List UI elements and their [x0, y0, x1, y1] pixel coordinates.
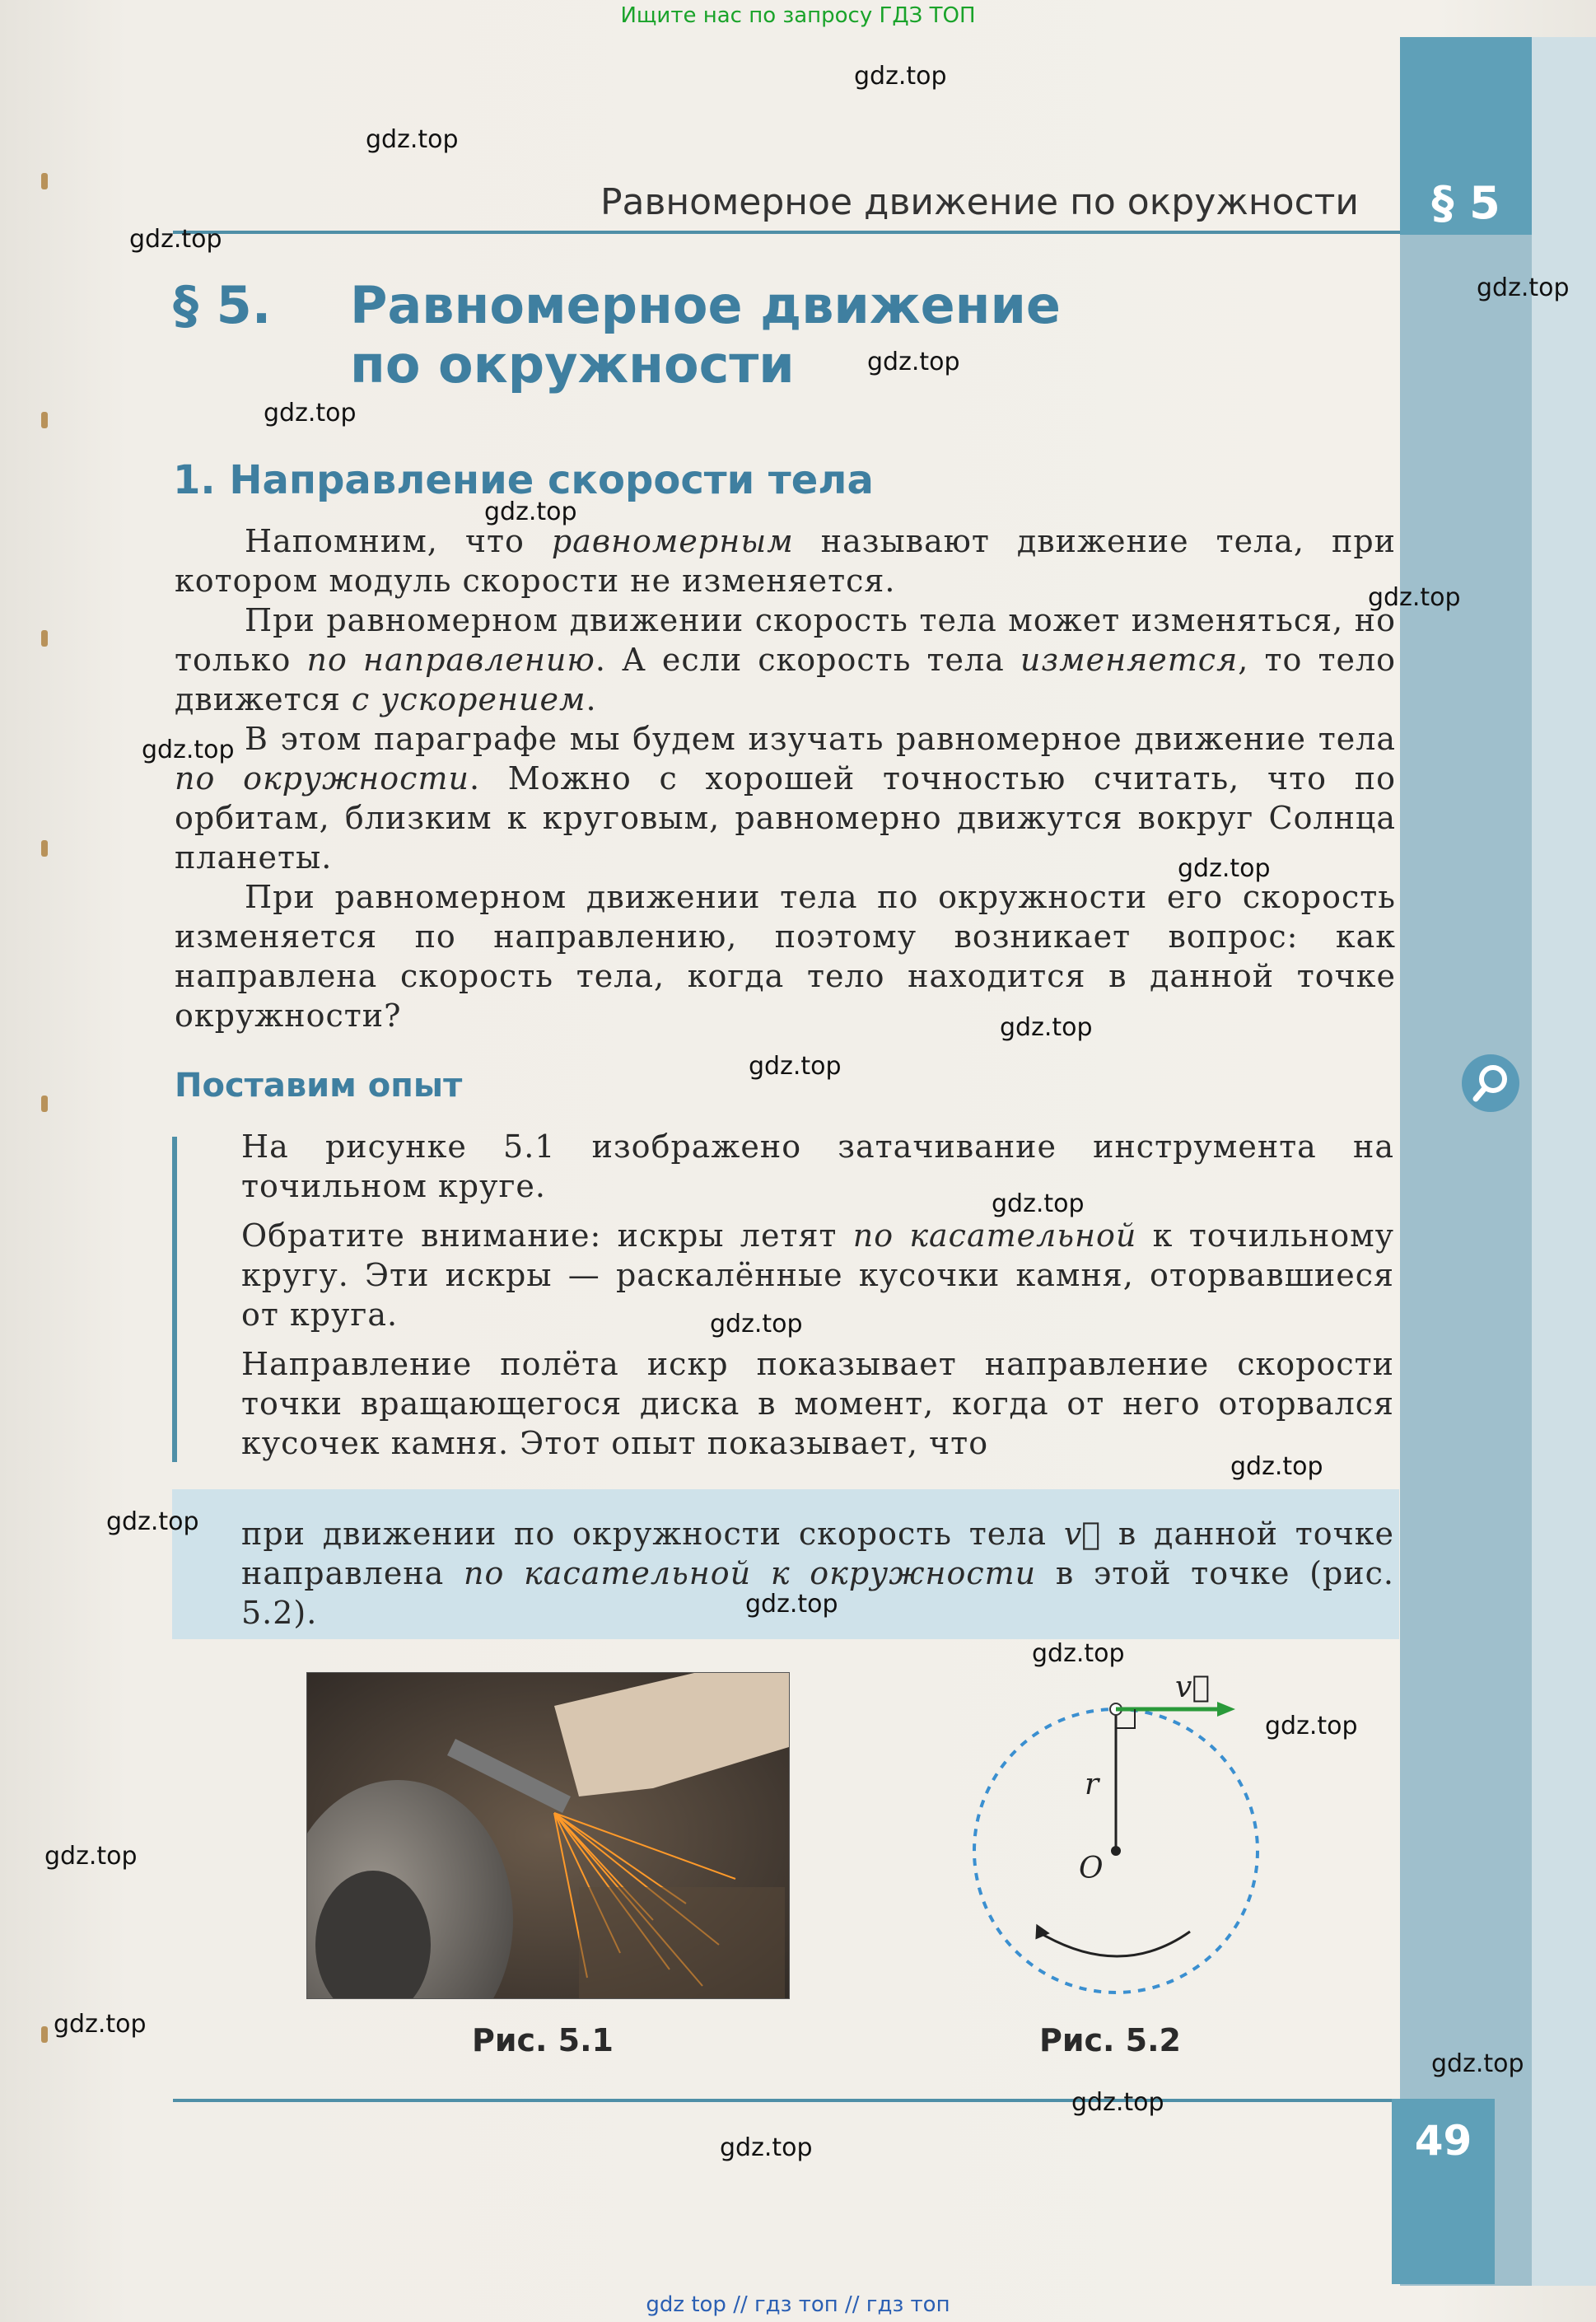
- binding-hole: [41, 2026, 48, 2043]
- watermark: gdz.top: [142, 736, 235, 764]
- circular-motion-diagram: [964, 1656, 1309, 2002]
- text-span: При равномерном движении скорость тела может изменяться, но только: [175, 602, 1396, 678]
- watermark: gdz.top: [1431, 2049, 1524, 2078]
- watermark: gdz.top: [1071, 2088, 1164, 2117]
- section-tab-label: § 5: [1431, 177, 1500, 229]
- text-span: при движении по окружности скорость тела: [241, 1516, 1064, 1552]
- emphasis: с ускорением: [351, 681, 586, 717]
- watermark: gdz.top: [366, 125, 459, 154]
- watermark: gdz.top: [264, 399, 357, 427]
- watermark: gdz.top: [44, 1842, 138, 1871]
- experiment-heading: Поставим опыт: [175, 1067, 463, 1105]
- text-span: .: [586, 681, 597, 717]
- watermark: gdz.top: [749, 1052, 842, 1081]
- binding-hole: [41, 630, 48, 647]
- radius-label: r: [1085, 1768, 1099, 1801]
- text-span: называют движение тела, при котором модуль скорости не изменяется.: [175, 523, 1396, 599]
- watermark: gdz.top: [720, 2133, 813, 2162]
- text-span: В этом параграфе мы будем изучать равномерное движение тела: [245, 721, 1396, 757]
- watermark: gdz.top: [1230, 1452, 1323, 1481]
- text-span: Обратите внимание: искры летят: [241, 1217, 853, 1254]
- watermark: gdz.top: [710, 1310, 803, 1339]
- text-span: в данной точке направлена: [241, 1516, 1394, 1591]
- watermark: gdz.top: [106, 1507, 199, 1536]
- figure-1-caption: Рис. 5.1: [472, 2022, 614, 2058]
- footer-divider: [173, 2099, 1400, 2102]
- watermark: gdz.top: [867, 348, 960, 376]
- text-span: . А если скорость тела: [595, 642, 1020, 678]
- paragraph-1: [175, 521, 1396, 600]
- magnifier-icon[interactable]: [1462, 1054, 1519, 1112]
- emphasis: по направлению: [306, 642, 595, 678]
- velocity-symbol: v⃗: [1063, 1516, 1102, 1552]
- section-number: § 5.: [173, 275, 272, 335]
- experiment-p2: [241, 1216, 1394, 1334]
- grinding-wheel-photo: [306, 1672, 790, 1999]
- intro-text: [175, 521, 1396, 1035]
- watermark: gdz.top: [992, 1189, 1085, 1218]
- figure-2-caption: Рис. 5.2: [1039, 2022, 1181, 2058]
- binding-hole: [41, 840, 48, 857]
- binding-hole: [41, 1096, 48, 1112]
- watermark: gdz.top: [1368, 583, 1461, 612]
- watermark: gdz.top: [1032, 1639, 1125, 1668]
- bottom-banner-link[interactable]: gdz top // гдз топ // гдз топ: [646, 2292, 950, 2317]
- header-divider: [173, 231, 1400, 234]
- binding-hole: [41, 412, 48, 428]
- running-title: Равномерное движение по окружности: [600, 181, 1359, 223]
- paragraph-2: [175, 600, 1396, 719]
- text-span: в этой точке (рис. 5.2).: [241, 1555, 1394, 1631]
- experiment-p3: Направление полёта искр показывает направление скорости точки вращающегося диска в момент, когда от него оторвался кусочек камня. Этот опыт показывает, что: [241, 1346, 1394, 1461]
- watermark: gdz.top: [1265, 1712, 1358, 1740]
- watermark: gdz.top: [1178, 854, 1271, 883]
- emphasis: по касательной к окружности: [464, 1555, 1037, 1591]
- text-span: к точильному кругу. Эти искры — раскалённые кусочки камня, оторвавшиеся от круга.: [241, 1217, 1395, 1333]
- watermark: gdz.top: [54, 2010, 147, 2039]
- experiment-p1: На рисунке 5.1 изображено затачивание инструмента на точильном круге.: [241, 1128, 1394, 1204]
- watermark: gdz.top: [129, 225, 222, 254]
- text-span: . Можно с хорошей точностью считать, что по орбитам, близким к круговым, равномерно движутся вокруг Солнца планеты.: [175, 760, 1396, 876]
- page-edge-strip: [1400, 37, 1532, 2286]
- page-number: 49: [1414, 2117, 1472, 2165]
- page-edge-strip-light: [1532, 37, 1596, 2286]
- watermark: gdz.top: [1000, 1013, 1093, 1042]
- velocity-label: v⃗: [1175, 1670, 1210, 1704]
- text-span: , то тело движется: [175, 642, 1396, 717]
- section-title-line2: по окружности: [350, 334, 795, 395]
- watermark: gdz.top: [484, 498, 577, 526]
- binding-hole: [41, 173, 48, 189]
- emphasis: изменяется: [1020, 642, 1239, 678]
- section-title-line1: Равномерное движение: [350, 275, 1061, 335]
- emphasis: по касательной: [852, 1217, 1137, 1254]
- paragraph-4: При равномерном движении тела по окружности его скорость изменяется по направлению, поэтому возникает вопрос: как направлена скорость тела, когда тело находится в данной точке окружности?: [175, 879, 1396, 1034]
- top-banner-link[interactable]: Ищите нас по запросу ГДЗ ТОП: [620, 3, 976, 28]
- section-heading: [173, 276, 1061, 395]
- text-span: Напомним, что: [245, 523, 552, 559]
- emphasis: равномерным: [551, 523, 794, 559]
- subsection-heading: 1. Направление скорости тела: [173, 457, 874, 503]
- experiment-text: [241, 1127, 1394, 1473]
- watermark: gdz.top: [854, 62, 947, 91]
- experiment-bar: [172, 1137, 177, 1462]
- watermark: gdz.top: [745, 1590, 838, 1619]
- center-label: O: [1079, 1852, 1104, 1885]
- emphasis: по окружности: [175, 760, 469, 797]
- watermark: gdz.top: [1477, 273, 1570, 302]
